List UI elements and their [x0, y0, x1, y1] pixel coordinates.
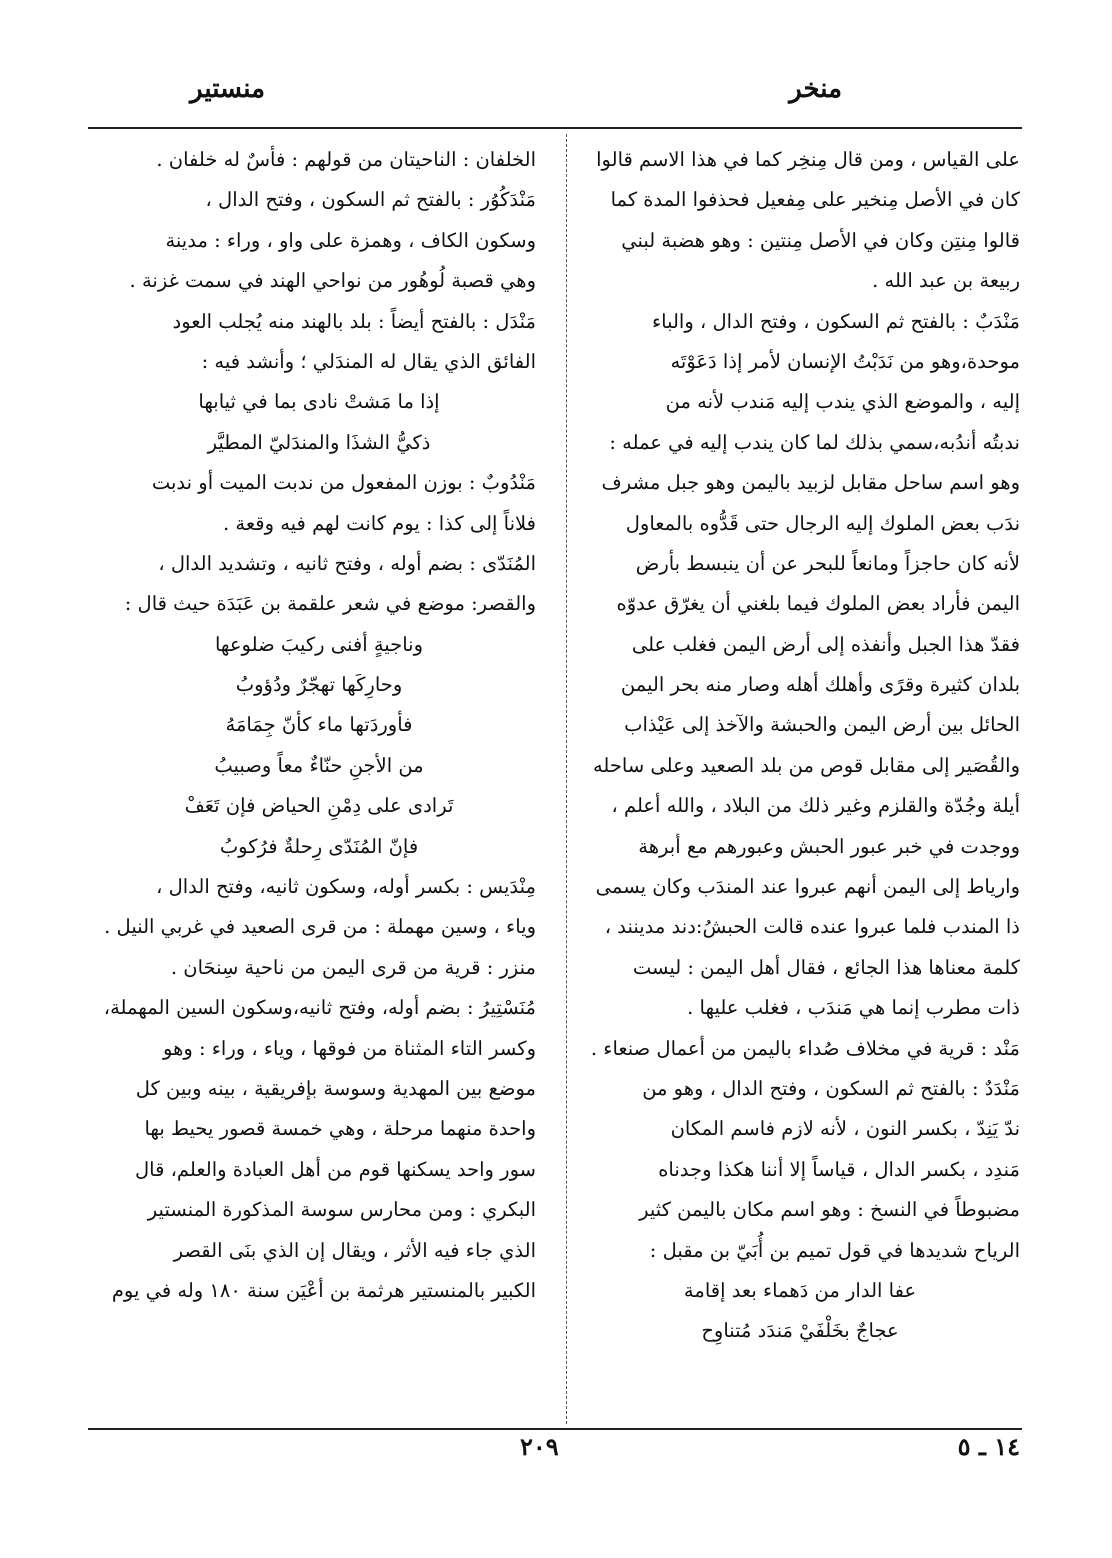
- text-line: الخلفان : الناحيتان من قولهم : فأسٌ له خلفان .: [156, 148, 536, 171]
- text-line: ذا المندب فلما عبروا عنده قالت الحبشُ:دند مدينند ،: [604, 915, 1020, 939]
- text-line: وسكون الكاف ، وهمزة على واو ، وراء : مدينة: [165, 228, 536, 252]
- header-rule: [88, 127, 1022, 129]
- text-line: المُنَدّى : بضم أوله ، وفتح ثانيه ، وتشديد الدال ،: [158, 551, 536, 575]
- text-line: ندّ يَنِدّ ، بكسر النون ، لأنه لازم فاسم المكان: [670, 1117, 1020, 1141]
- text-line: قالوا مِنتِن وكان في الأصل مِنتين : وهو هضبة لبني: [621, 228, 1020, 252]
- verse-line: عجاجٌ بخَلْفَيْ مَندَد مُتناوِح: [701, 1319, 899, 1343]
- page-number: ٢٠٩: [520, 1432, 559, 1461]
- text-line: ووجدت في خبر عبور الحبش وعبورهم مع أبرهة: [638, 834, 1020, 858]
- text-line: وهي قصبة لُوهُور من نواحي الهند في سمت غزنة .: [129, 269, 536, 293]
- text-line: مَنْدُوبٌ : بوزن المفعول من ندبت الميت أو ندبت: [151, 471, 536, 495]
- left-column: [102, 140, 536, 1311]
- verse-line: عفا الدار من دَهماء بعد إقامة: [683, 1278, 917, 1302]
- verse-line: وناجيةٍ أفنى ركيبَ ضلوعها: [214, 632, 424, 656]
- text-line: واحدة منهما مرحلة ، وهي خمسة قصور يحيط بها: [144, 1117, 536, 1141]
- text-line: مَنْدَبٌ : بالفتح ثم السكون ، وفتح الدال ، والباء: [652, 309, 1020, 333]
- verse-line: تَرادى على دِمْنِ الحياض فإن تَعَفْ: [184, 794, 454, 818]
- text-line: وارياط إلى اليمن أنهم عبروا عند المندَب وكان يسمى: [595, 875, 1020, 899]
- text-line: إليه ، والموضع الذي يندب إليه مَندب لأنه من: [665, 390, 1020, 414]
- text-line: على القياس ، ومن قال مِنخِر كما في هذا الاسم قالوا: [596, 148, 1020, 171]
- text-line: والقصر: موضع في شعر علقمة بن عَبَدَة حيث قال :: [124, 592, 536, 616]
- verse-line: إذا ما مَشتْ نادى بما في ثيابها: [198, 390, 440, 414]
- text-line: والقُصَير إلى مقابل قوص من بلد الصعيد وعلى ساحله: [592, 753, 1020, 777]
- text-line: اليمن فأراد بعض الملوك فيما بلغني أن يغرّق عدوّه: [616, 592, 1020, 616]
- text-line: وكسر التاء المثناة من فوقها ، وياء ، وراء : وهو: [163, 1036, 536, 1060]
- signature-mark: ١٤ ـ ٥: [957, 1432, 1020, 1461]
- text-line: الكبير بالمنستير هرثمة بن أعْيَن سنة ١٨٠ وله في يوم: [111, 1278, 536, 1302]
- verse-line: فأوردَتها ماء كأنّ جِمَامَهُ: [225, 713, 413, 737]
- footer-rule: [88, 1428, 1022, 1430]
- text-line: مَنْدَدٌ : بالفتح ثم السكون ، وفتح الدال ، وهو من: [642, 1076, 1020, 1100]
- verse-line: فإنّ المُنَدّى رِحلةٌ فرُكوبُ: [219, 834, 419, 858]
- text-line: ذات مطرب إنما هي مَندَب ، فغلب عليها .: [687, 996, 1020, 1020]
- running-header-right: منخر: [789, 74, 842, 104]
- text-line: مُنَسْتِيرُ : بضم أوله، وفتح ثانيه،وسكون السين المهملة،: [103, 996, 536, 1020]
- text-line: مَنْد : قرية في مخلاف صُداء باليمن من أعمال صنعاء .: [590, 1036, 1020, 1060]
- text-line: الذي جاء فيه الأثر ، ويقال إن الذي بنَى القصر: [173, 1238, 536, 1262]
- text-line: لأنه كان حاجزاً ومانعاً للبحر عن أن ينبسط بأرض: [635, 551, 1020, 575]
- text-line: ندَب بعض الملوك إليه الرجال حتى قَدُّوه بالمعاول: [625, 511, 1020, 535]
- text-line: ندبتُه أندُبه،سمي بذلك لما كان يندب إليه في عمله :: [609, 430, 1020, 454]
- text-line: الرياح شديدها في قول تميم بن أُبَيّ بن مقبل :: [649, 1238, 1020, 1262]
- text-line: فقدّ هذا الجبل وأنفذه إلى أرض اليمن فغلب على: [631, 632, 1020, 656]
- text-line: الفائق الذي يقال له المندَلي ؛ وأنشد فيه :: [201, 349, 536, 373]
- right-column: [580, 140, 1020, 1352]
- verse-line: وحارِكَها تهجّرٌ ودُؤوبُ: [235, 673, 403, 697]
- text-line: الحائل بين أرض اليمن والحبشة والآخذ إلى عَيْذاب: [624, 713, 1020, 737]
- running-header-left: منستير: [190, 74, 266, 104]
- verse-line: ذكيُّ الشذَا والمندَليّ المطيَّر: [207, 430, 431, 454]
- verse-line: من الأجنِ حنّاءٌ معاً وصبيبُ: [214, 753, 424, 777]
- text-line: كان في الأصل مِنخير على مِفعيل فحذفوا المدة كما: [610, 188, 1020, 212]
- column-divider: [566, 134, 567, 1424]
- text-line: منزر : قرية من قرى اليمن من ناحية سِنحَان .: [170, 955, 536, 979]
- text-line: مَنْدَكُوُر : بالفتح ثم السكون ، وفتح الدال ،: [205, 188, 536, 212]
- text-line: وياء ، وسين مهملة : من قرى الصعيد في غربي النيل .: [104, 915, 536, 939]
- text-line: فلاناً إلى كذا : يوم كانت لهم فيه وقعة .: [223, 511, 536, 535]
- text-line: البكري : ومن محارس سوسة المذكورة المنستير: [147, 1198, 536, 1222]
- text-line: ربيعة بن عبد الله .: [872, 269, 1020, 293]
- text-line: مَنْدَل : بالفتح أيضاً : بلد بالهند منه يُجلب العود: [172, 309, 536, 333]
- text-line: وهو اسم ساحل مقابل لزبيد باليمن وهو جبل مشرف: [601, 471, 1020, 495]
- text-line: موضع بين المهدية وسوسة بإفريقية ، بينه وبين كل: [135, 1076, 536, 1100]
- text-line: مَندِد ، بكسر الدال ، قياساً إلا أننا هكذا وجدناه: [658, 1157, 1020, 1181]
- text-line: مضبوطاً في النسخ : وهو اسم مكان باليمن كثير: [639, 1198, 1020, 1222]
- text-line: بلدان كثيرة وقرًى وأهلك أهله وصار منه بحر اليمن: [620, 673, 1020, 697]
- text-line: سور واحد يسكنها قوم من أهل العبادة والعلم، قال: [134, 1157, 536, 1181]
- text-line: مِنْدَيس : بكسر أوله، وسكون ثانيه، وفتح الدال ،: [156, 875, 536, 899]
- text-line: كلمة معناها هذا الجائع ، فقال أهل اليمن : ليست: [632, 955, 1020, 979]
- text-line: أيلة وجُدّة والقلزم وغير ذلك من البلاد ، والله أعلم ،: [611, 794, 1020, 818]
- text-line: موحدة،وهو من نَدَبْتُ الإنسان لأمر إذا دَعَوْتَه: [670, 349, 1020, 373]
